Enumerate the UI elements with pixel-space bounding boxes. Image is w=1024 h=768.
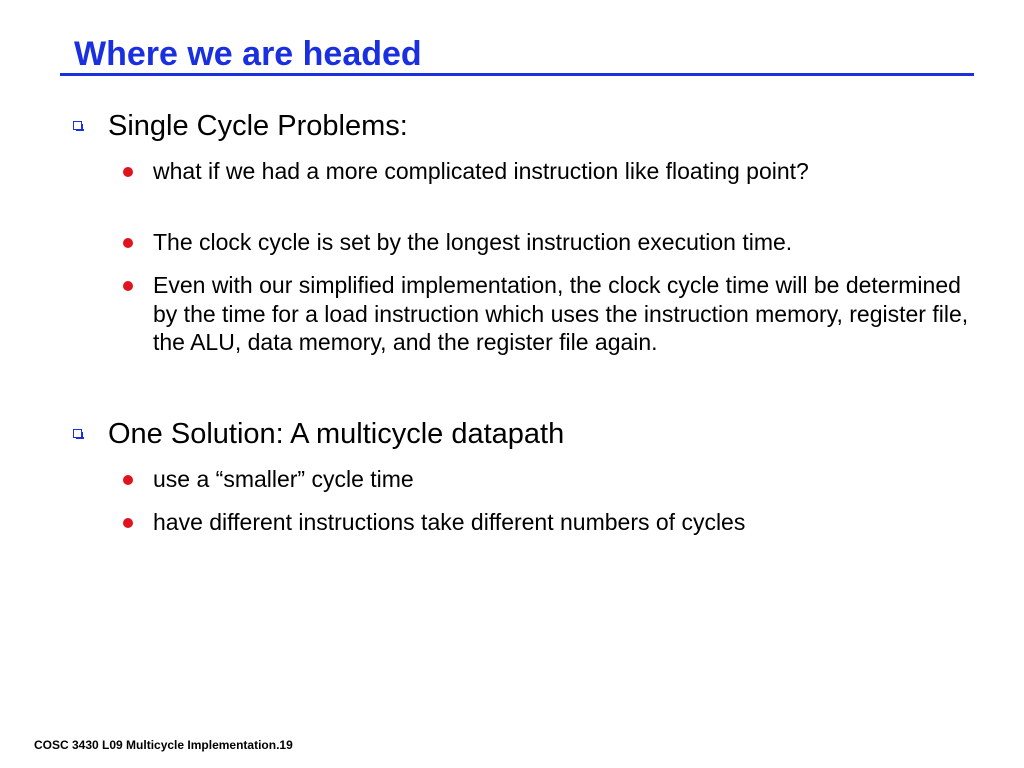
bullet-item: The clock cycle is set by the longest instruction execution time. [153,229,793,255]
red-dot-bullet-icon [123,518,133,528]
slide-title: Where we are headed [74,35,422,73]
red-dot-bullet-icon [123,475,133,485]
red-dot-bullet-icon [123,281,133,291]
hollow-square-bullet-icon [73,121,82,130]
slide-footer: COSC 3430 L09 Multicycle Implementation.19 [34,738,293,752]
bullet-item: use a “smaller” cycle time [153,466,414,492]
bullet-item: what if we had a more complicated instruction like floating point? [153,158,809,184]
bullet-item: Even with our simplified implementation, the clock cycle time will be determined by the time for a load instruction which uses the instruction memory, register file, the ALU, data memory, and the register file again. [153,272,969,355]
section-heading: One Solution: A multicycle datapath [108,418,565,450]
hollow-square-bullet-icon [73,429,82,438]
section-heading: Single Cycle Problems: [108,110,408,142]
bullet-item: have different instructions take different numbers of cycles [153,509,746,535]
red-dot-bullet-icon [123,238,133,248]
red-dot-bullet-icon [123,167,133,177]
